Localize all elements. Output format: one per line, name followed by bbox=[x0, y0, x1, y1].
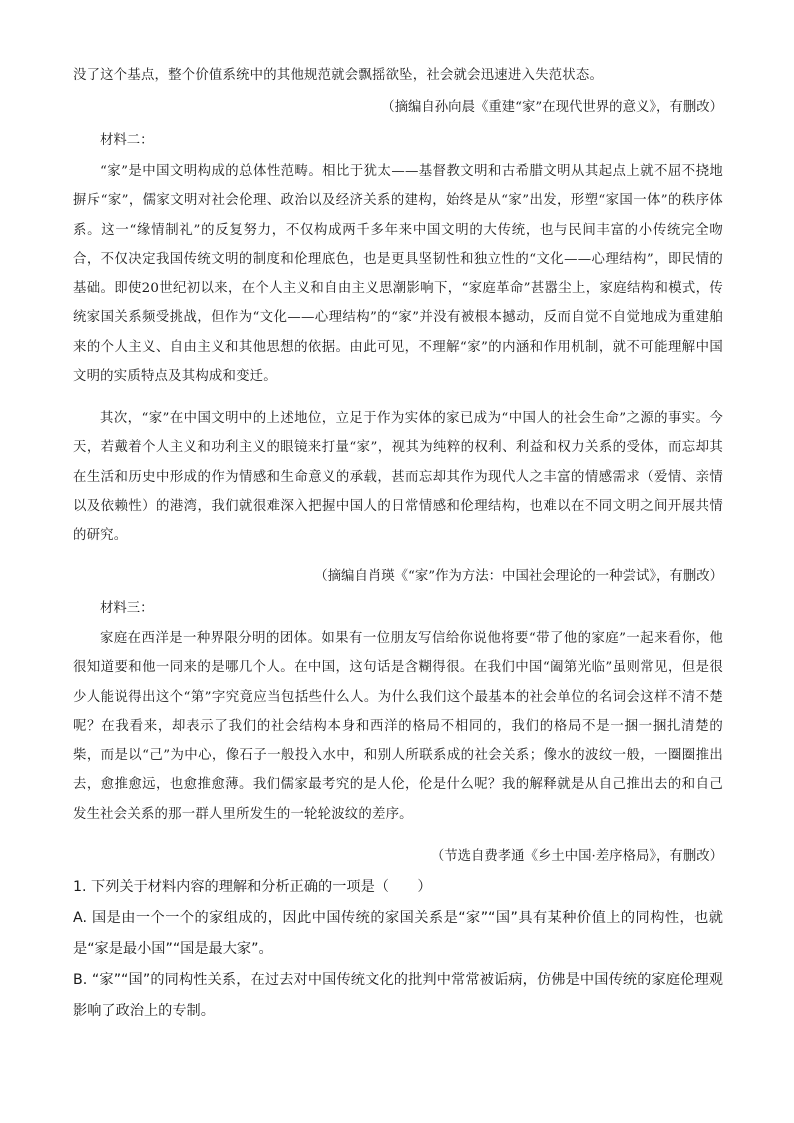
material1-source: （摘编自孙向晨《重建“家”在现代世界的意义》，有删改） bbox=[381, 100, 723, 115]
material1-tail-paragraph: 没了这个基点，整个价值系统中的其他规范就会飘摇欲坠，社会就会迅速进入失范状态。 bbox=[73, 68, 604, 83]
option-a: A. 国是由一个一个的家组成的，因此中国传统的家国关系是“家”“国”具有某种价值上的同构性，也就是“家是最小国”“国是最大家”。 bbox=[73, 910, 723, 957]
material2-source: （摘编自肖瑛《“家”作为方法：中国社会理论的一种尝试》，有删改） bbox=[314, 569, 723, 584]
material2-paragraph-1: “家”是中国文明构成的总体性范畴。相比于犹太——基督教文明和古希腊文明从其起点上就不屈不挠地摒斥“家”，儒家文明对社会伦理、政治以及经济关系的建构，始终是从“家”出发，形塑“家国一体”的秩序体系。这一“缘情制礼”的反复努力，不仅构成两千多年来中国文明的大传统，也与民间丰富的小传统完全吻合，不仅决定我国传统文明的制度和伦理底色，也是更具坚韧性和独立性的“文化——心理结构”，即民情的基础。即使20世纪初以来，在个人主义和自由主义思潮影响下，“家庭革命”甚嚣尘上，家庭结构和模式，传统家国关系频受挑战，但作为“文化——心理结构”的“家”并没有被根本撼动，反而自觉不自觉地成为重建舶来的个人主义、自由主义和其他思想的依据。由此可见，不理解“家”的内涵和作用机制，就不可能理解中国文明的实质特点及其构成和变迁。 bbox=[73, 164, 723, 385]
question-stem: 1. 下列关于材料内容的理解和分析正确的一项是（ ） bbox=[73, 879, 432, 895]
material3-label: 材料三： bbox=[100, 601, 154, 616]
material2-label: 材料二： bbox=[100, 133, 154, 148]
material2-paragraph-2: 其次，“家”在中国文明中的上述地位，立足于作为实体的家已成为“中国人的社会生命”之源的事实。今天，若戴着个人主义和功利主义的眼镜来打量“家”，视其为纯粹的权利、利益和权力关系的受体，而忘却其在生活和历史中形成的作为情感和生命意义的承载，甚而忘却其作为现代人之丰富的情感需求（爱情、亲情以及依赖性）的港湾，我们就很难深入把握中国人的日常情感和伦理结构，也难以在不同文明之间开展共情的研究。 bbox=[73, 411, 723, 544]
material3-paragraph: 家庭在西洋是一种界限分明的团体。如果有一位朋友写信给你说他将要“带了他的家庭”一起来看你，他很知道要和他一同来的是哪几个人。在中国，这句话是含糊得很。在我们中国“阖第光临”虽则常见，但是很少人能说得出这个“第”字究竟应当包括些什么人。为什么我们这个最基本的社会单位的名词会这样不清不楚呢？在我看来，却表示了我们的社会结构本身和西洋的格局不相同的，我们的格局不是一捆一捆扎清楚的柴，而是以“己”为中心，像石子一般投入水中，和别人所联系成的社会关系；像水的波纹一般，一圈圈推出去，愈推愈远，也愈推愈薄。我们儒家最考究的是人伦，伦是什么呢？我的解释就是从自己推出去的和自己发生社会关系的那一群人里所发生的一轮轮波纹的差序。 bbox=[73, 631, 723, 822]
question-1 bbox=[73, 872, 723, 1027]
option-b: B. “家”“国”的同构性关系，在过去对中国传统文化的批判中常常被诟病，仿佛是中国传统的家庭伦理观影响了政治上的专制。 bbox=[73, 972, 723, 1019]
material3-source: （节选自费孝通《乡土中国·差序格局》，有删改） bbox=[430, 849, 723, 864]
